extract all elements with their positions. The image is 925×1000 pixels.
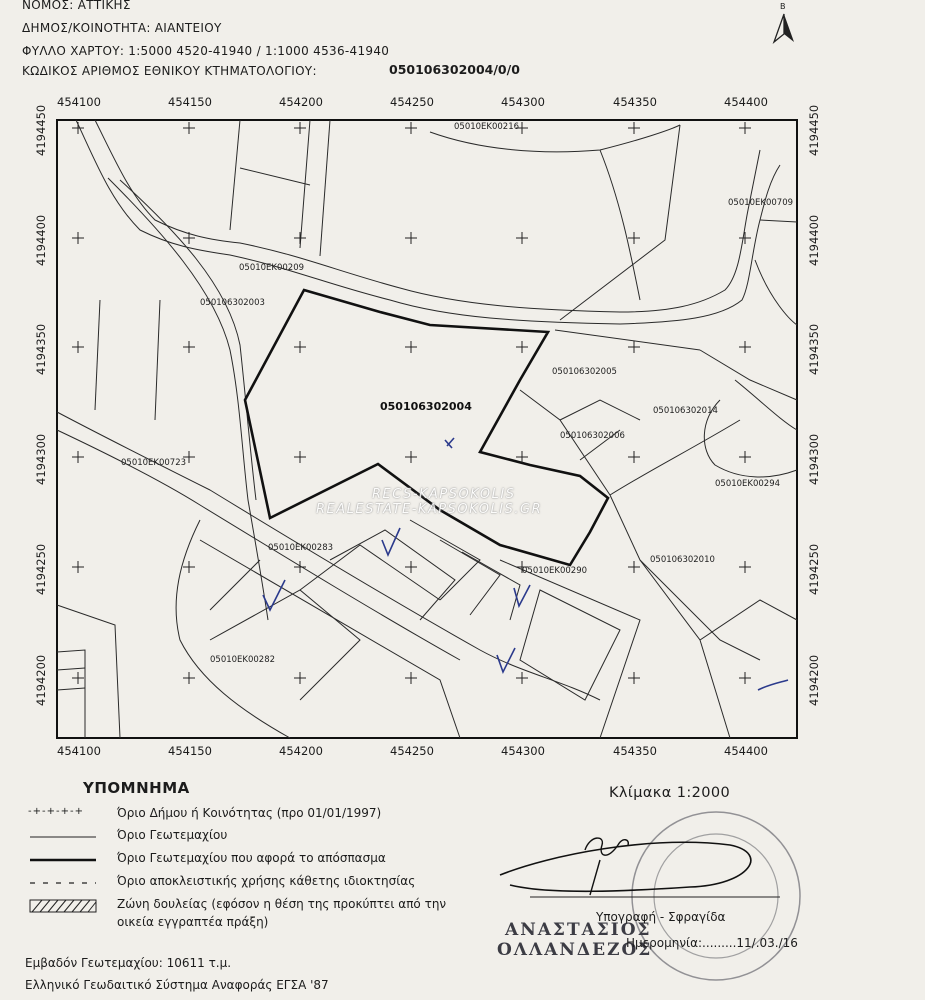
bottom-x-tick: 454250 — [390, 744, 434, 758]
watermark-line-2: REALESTATE-KAPSOKOLIS.GR — [316, 502, 543, 517]
left-y-tick: 4194200 — [34, 654, 48, 706]
label-p2010: 050106302010 — [650, 555, 715, 565]
bottom-x-tick: 454100 — [57, 744, 101, 758]
map-scale: Κλίμακα 1:2000 — [609, 785, 731, 801]
legend-item-easement-zone — [28, 897, 528, 937]
legend-symbol-thin-line — [28, 830, 98, 844]
left-y-tick: 4194250 — [34, 543, 48, 595]
top-x-tick: 454100 — [57, 95, 101, 109]
legend-item-exclusive-use — [28, 874, 528, 894]
top-x-tick: 454200 — [279, 95, 323, 109]
bottom-x-tick: 454200 — [279, 744, 323, 758]
kaek-label: ΚΩΔΙΚΟΣ ΑΡΙΘΜΟΣ ΕΘΝΙΚΟΥ ΚΤΗΜΑΤΟΛΟΓΙΟΥ: — [22, 64, 317, 78]
top-x-tick: 454250 — [390, 95, 434, 109]
label-ek294: 05010EK00294 — [715, 479, 781, 489]
right-y-tick: 4194200 — [807, 654, 821, 706]
legend-item-municipal-boundary — [28, 806, 528, 826]
stamp-name-first: ΑΝΑΣΤΑΣΙΟΣ — [505, 920, 652, 940]
label-ek709: 05010EK00709 — [728, 198, 794, 208]
label-ek216: 05010EK00216 — [454, 122, 520, 132]
legend-text: Όριο Γεωτεμαχίου που αφορά το απόσπασμα — [117, 851, 386, 865]
right-y-tick: 4194400 — [807, 214, 821, 266]
north-letter: Β — [780, 2, 786, 11]
parcel-boundaries — [57, 120, 797, 738]
legend-text: Ζώνη δουλείας (εφόσον η θέση της προκύπτει από την — [117, 897, 447, 911]
map-border — [57, 120, 797, 738]
right-y-tick: 4194450 — [807, 104, 821, 156]
prefecture-line: ΝΟΜΟΣ: ΑΤΤΙΚΗΣ — [22, 0, 131, 12]
legend-text: Όριο Δήμου ή Κοινότητας (προ 01/01/1997) — [117, 806, 382, 820]
legend-symbol-dashed-line — [28, 876, 98, 890]
top-x-tick: 454400 — [724, 95, 768, 109]
label-p2005: 050106302005 — [552, 367, 617, 377]
kaek-value: 050106302004/0/0 — [389, 62, 520, 77]
legend-title: ΥΠΟΜΝΗΜΑ — [83, 779, 190, 797]
label-p2006: 050106302006 — [560, 431, 625, 441]
reference-system: Ελληνικό Γεωδαιτικό Σύστημα Αναφοράς ΕΓΣΑ '87 — [25, 978, 329, 992]
subject-parcel-boundary — [245, 290, 608, 565]
legend-symbol-hatched-box — [28, 899, 98, 913]
left-y-tick: 4194400 — [34, 214, 48, 266]
parcel-area: Εμβαδόν Γεωτεμαχίου: 10611 τ.μ. — [25, 956, 232, 970]
date-label: Ημερομηνία:.........11/.03./16 — [626, 936, 798, 950]
left-y-tick: 4194300 — [34, 433, 48, 485]
top-x-tick: 454150 — [168, 95, 212, 109]
label-ek723: 05010EK00723 — [121, 458, 187, 468]
right-y-tick: 4194350 — [807, 323, 821, 375]
bottom-x-tick: 454350 — [613, 744, 657, 758]
top-x-tick: 454300 — [501, 95, 545, 109]
handwritten-signature — [490, 815, 790, 905]
label-p2003: 050106302003 — [200, 298, 265, 308]
label-ek290: 05010EK00290 — [522, 566, 588, 576]
legend-item-parcel-boundary — [28, 828, 528, 848]
left-y-tick: 4194350 — [34, 323, 48, 375]
left-y-tick: 4194450 — [34, 104, 48, 156]
legend-text: Όριο Γεωτεμαχίου — [117, 828, 228, 842]
bottom-x-tick: 454150 — [168, 744, 212, 758]
stamp-name-last: ΟΛΛΑΝΔΕΖΟΣ — [497, 940, 653, 960]
municipality-line: ΔΗΜΟΣ/ΚΟΙΝΟΤΗΤΑ: ΑΙΑΝΤΕΙΟΥ — [22, 21, 222, 35]
label-ek282: 05010EK00282 — [210, 655, 276, 665]
legend-text: Όριο αποκλειστικής χρήσης κάθετης ιδιοκτησίας — [117, 874, 416, 888]
top-x-tick: 454350 — [613, 95, 657, 109]
signature-label: Υπογραφή - Σφραγίδα — [596, 910, 726, 924]
legend-symbol-thick-line — [28, 853, 98, 867]
bottom-x-tick: 454400 — [724, 744, 768, 758]
label-ek283: 05010EK00283 — [268, 543, 334, 553]
label-p2014: 050106302014 — [653, 406, 718, 416]
legend-item-subject-boundary — [28, 851, 528, 871]
label-main-parcel: 050106302004 — [380, 400, 472, 413]
bottom-x-tick: 454300 — [501, 744, 545, 758]
map-sheet-line: ΦΥΛΛΟ ΧΑΡΤΟΥ: 1:5000 4520-41940 / 1:1000 4536-41940 — [22, 44, 390, 58]
right-y-tick: 4194250 — [807, 543, 821, 595]
watermark-line-1: RECS-KAPSOKOLIS — [372, 487, 516, 502]
legend-text-continued: οικεία εγγραπτέα πράξη) — [117, 915, 269, 929]
label-ek209: 05010EK00209 — [239, 263, 305, 273]
legend-symbol-dash-plus: -+-+-+-+ — [28, 806, 84, 817]
right-y-tick: 4194300 — [807, 433, 821, 485]
